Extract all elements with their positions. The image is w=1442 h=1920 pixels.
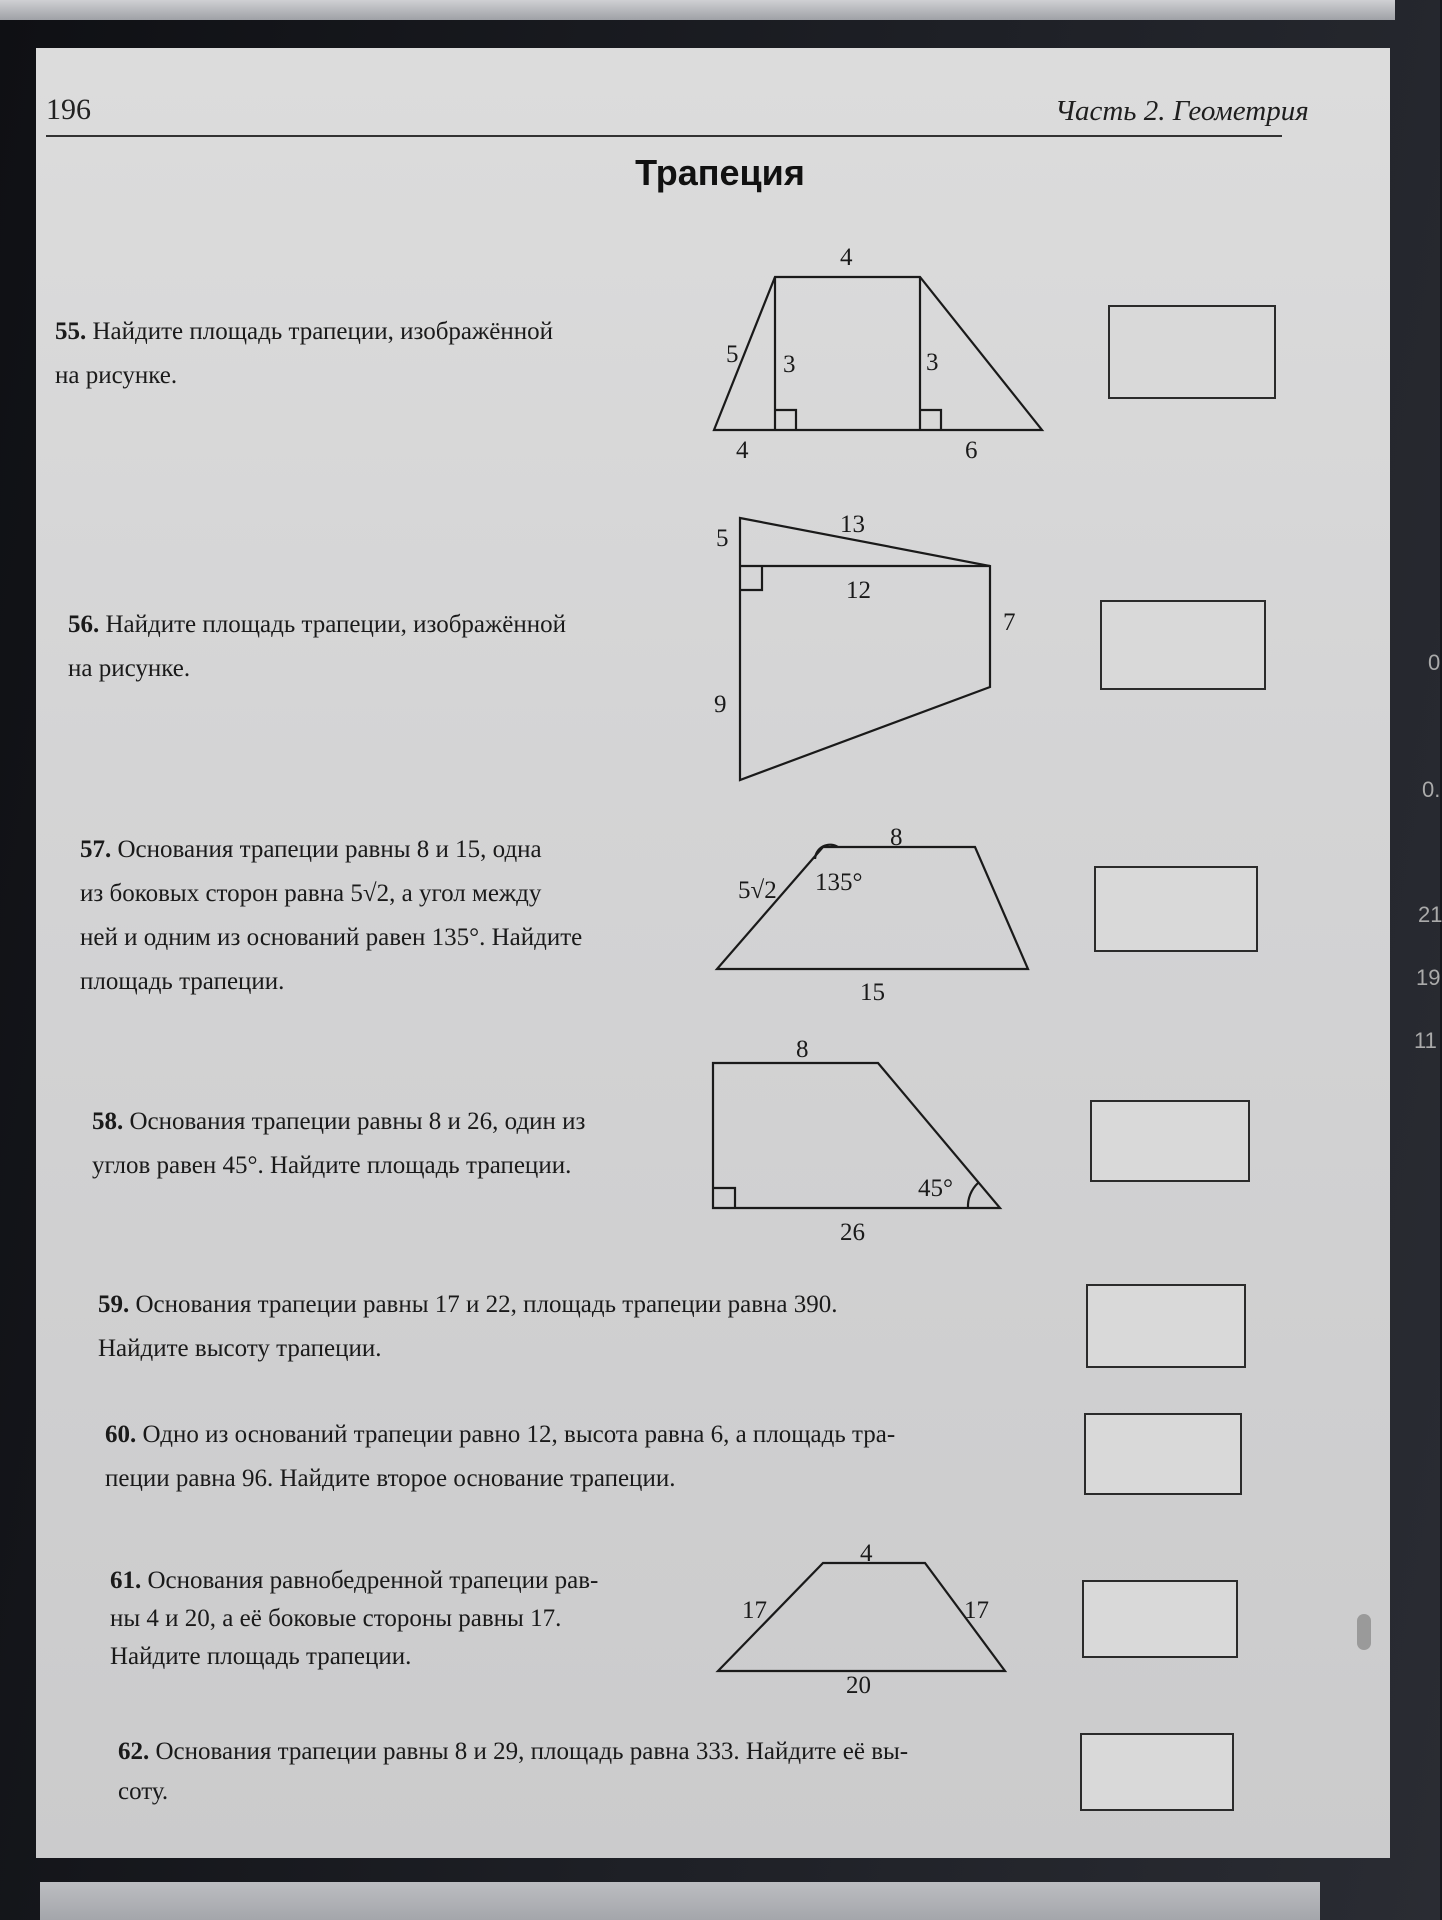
fig55-right-angle-left (775, 410, 796, 430)
problem-text-line: площадь трапеции. (80, 968, 285, 995)
fig61-label-bottom: 20 (846, 1672, 871, 1699)
fig55-label-bottom-left: 4 (736, 437, 749, 464)
fig58-label-angle: 45° (918, 1175, 953, 1202)
right-edge-fragment: 19 (1416, 965, 1441, 990)
problem-number: 62. (118, 1738, 150, 1765)
problem-number: 60. (105, 1421, 137, 1448)
problem-number: 58. (92, 1108, 124, 1135)
problem-number: 56. (68, 611, 100, 638)
fig61-label-left: 17 (742, 1597, 767, 1624)
fig58-right-angle (713, 1188, 735, 1208)
part-title: Часть 2. Геометрия (1055, 95, 1309, 127)
problem-number: 55. (55, 318, 87, 345)
problem-text-line: ней и одним из оснований равен 135°. Найдите (80, 924, 583, 951)
problem-text-line: из боковых сторон равна 5√2, а угол между (80, 880, 542, 907)
problem-text-line: на рисунке. (68, 655, 191, 682)
section-title: Трапеция (635, 152, 805, 193)
fig55-label-height-right: 3 (926, 349, 939, 376)
problem-text-line: Основания трапеции равны 8 и 29, площадь равна 333. Найдите её вы- (155, 1738, 909, 1765)
problem-text-line: Найдите высоту трапеции. (98, 1335, 382, 1362)
right-edge-fragment: 11 (1414, 1028, 1437, 1053)
fig58-trapezoid (713, 1063, 1000, 1208)
problem-text-line: соту. (118, 1778, 169, 1805)
fig58-angle-arc (968, 1183, 978, 1208)
fig56-label-inner: 12 (846, 577, 871, 604)
fig55-right-angle-right (920, 410, 941, 430)
fig55-label-left-side: 5 (726, 341, 739, 368)
fig57-label-angle: 135° (815, 869, 863, 896)
fig55-trapezoid (714, 277, 1042, 430)
problem-text-line: Основания равнобедренной трапеции рав- (147, 1567, 599, 1594)
fig55-label-bottom-right: 6 (965, 437, 978, 464)
fig61-label-right: 17 (964, 1597, 989, 1624)
right-edge-fragment: 0 (1428, 650, 1441, 675)
fig56-trapezoid (740, 518, 990, 780)
fig56-right-angle (740, 566, 762, 590)
problem-text-line: Найдите площадь трапеции, изображённой (92, 318, 554, 345)
problem-text-line: Найдите площадь трапеции. (110, 1643, 412, 1670)
fig56-label-right: 7 (1003, 609, 1016, 636)
problem-number: 59. (98, 1291, 130, 1318)
problem-text-line: пеции равна 96. Найдите второе основание трапеции. (105, 1465, 676, 1492)
problem-text-line: углов равен 45°. Найдите площадь трапеции. (92, 1152, 572, 1179)
right-edge-fragment: 0. (1422, 777, 1441, 802)
problem-text-line: на рисунке. (55, 362, 178, 389)
problem-text-line: Основания трапеции равны 17 и 22, площадь трапеции равна 390. (135, 1291, 838, 1318)
fig56-label-top-segment: 5 (716, 525, 729, 552)
fig57-label-bottom: 15 (860, 979, 885, 1006)
fig61-label-top: 4 (860, 1540, 873, 1567)
fig58-label-top: 8 (796, 1036, 809, 1063)
problem-text-line: Одно из оснований трапеции равно 12, высота равна 6, а площадь тра- (142, 1421, 896, 1448)
fig55-label-height-left: 3 (783, 351, 796, 378)
fig57-label-top: 8 (890, 824, 903, 851)
fig57-label-side: 5√2 (738, 877, 777, 904)
right-edge-fragment: 21 (1418, 902, 1442, 927)
problem-text-line: ны 4 и 20, а её боковые стороны равны 17. (110, 1605, 562, 1632)
fig56-label-slant: 13 (840, 511, 865, 538)
fig55-label-top: 4 (840, 244, 853, 271)
problem-number: 61. (110, 1567, 142, 1594)
fig58-label-bottom: 26 (840, 1219, 865, 1246)
problem-text-line: Основания трапеции равны 8 и 26, один из (129, 1108, 586, 1135)
page-number: 196 (46, 93, 91, 126)
fig56-label-bottom-segment: 9 (714, 691, 727, 718)
scroll-indicator[interactable] (1357, 1614, 1371, 1650)
problem-text-line: Найдите площадь трапеции, изображённой (105, 611, 567, 638)
problem-number: 57. (80, 836, 112, 863)
fig57-trapezoid (717, 847, 1028, 969)
problem-text-line: Основания трапеции равны 8 и 15, одна (117, 836, 542, 863)
